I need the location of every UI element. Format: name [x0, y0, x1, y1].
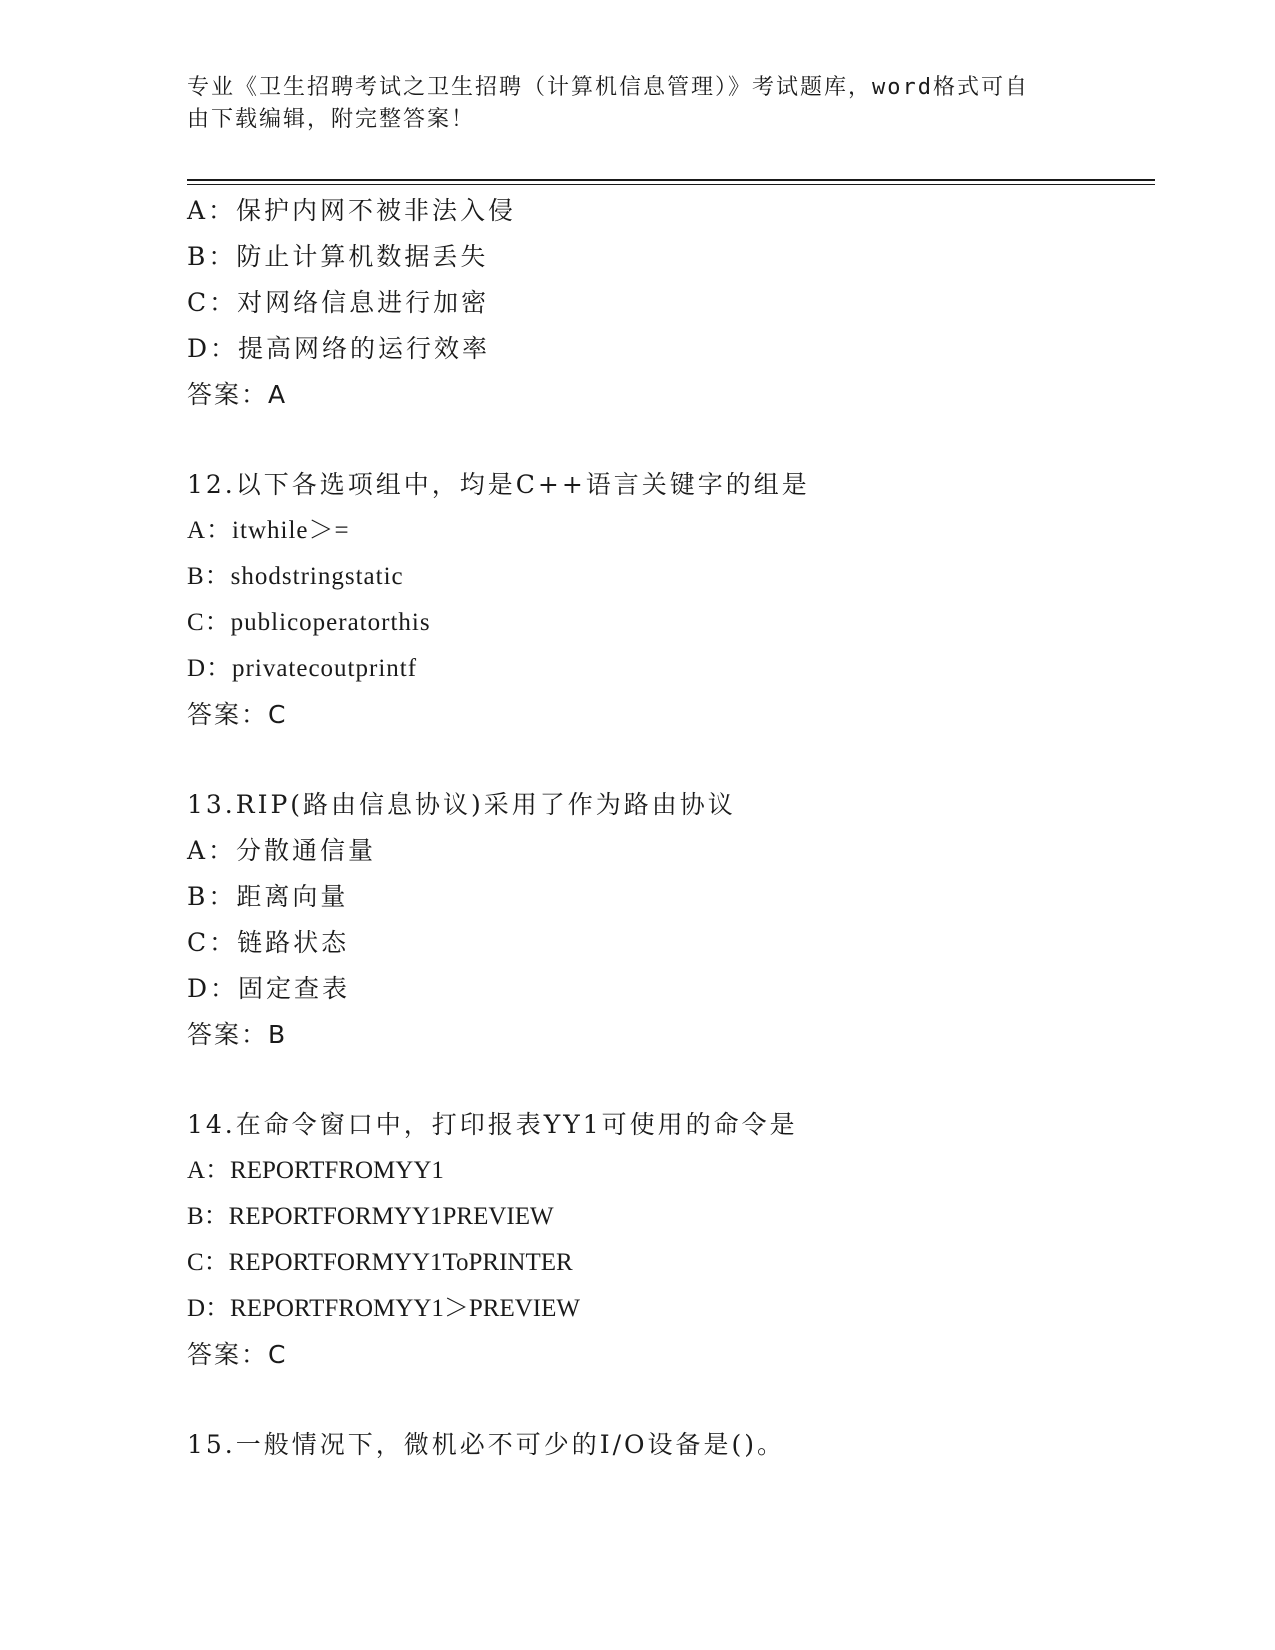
option-b: B：距离向量	[187, 882, 349, 911]
answer-line: 答案：C	[187, 700, 288, 729]
option-d: D：REPORTFROMYY1＞PREVIEW	[187, 1295, 580, 1322]
option-b: B：REPORTFORMYY1PREVIEW	[187, 1203, 554, 1230]
option-c: C：对网络信息进行加密	[187, 288, 490, 317]
option-a: A：保护内网不被非法入侵	[187, 196, 517, 225]
option-d: D：privatecoutprintf	[187, 655, 418, 682]
header-line-2: 由下载编辑，附完整答案！	[187, 107, 476, 132]
question-11	[187, 188, 1155, 418]
question-14	[187, 1102, 1155, 1378]
header-divider-bottom	[187, 184, 1155, 185]
question-text: 15.一般情况下，微机必不可少的I/O设备是()。	[187, 1430, 786, 1459]
option-a: A：分散通信量	[187, 836, 377, 865]
option-d: D：提高网络的运行效率	[187, 334, 491, 363]
spacer	[187, 418, 1155, 462]
header-divider-top	[187, 179, 1155, 181]
option-d: D：固定查表	[187, 974, 351, 1003]
answer-line: 答案：A	[187, 380, 288, 409]
option-c: C：链路状态	[187, 928, 350, 957]
answer-line: 答案：C	[187, 1340, 288, 1369]
option-b: B：shodstringstatic	[187, 563, 404, 590]
option-a: A：REPORTFROMYY1	[187, 1157, 444, 1184]
spacer	[187, 1058, 1155, 1102]
option-c: C：REPORTFORMYY1ToPRINTER	[187, 1249, 573, 1276]
question-text: 14.在命令窗口中，打印报表YY1可使用的命令是	[187, 1110, 798, 1139]
question-13	[187, 782, 1155, 1058]
option-a: A：itwhile＞=	[187, 517, 350, 544]
question-text: 12.以下各选项组中，均是C++语言关键字的组是	[187, 470, 810, 499]
answer-line: 答案：B	[187, 1020, 288, 1049]
document-header	[187, 72, 1087, 136]
question-15	[187, 1422, 1155, 1468]
question-12	[187, 462, 1155, 738]
option-c: C：publicoperatorthis	[187, 609, 431, 636]
question-list	[187, 188, 1155, 1468]
header-line-1: 专业《卫生招聘考试之卫生招聘（计算机信息管理）》考试题库，word格式可自	[187, 75, 1029, 100]
spacer	[187, 1378, 1155, 1422]
question-text: 13.RIP(路由信息协议)采用了作为路由协议	[187, 790, 736, 819]
option-b: B：防止计算机数据丢失	[187, 242, 489, 271]
spacer	[187, 738, 1155, 782]
